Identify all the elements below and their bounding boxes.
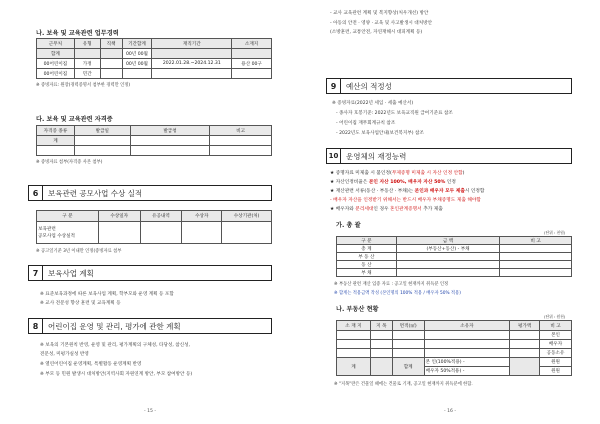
realestate-cell <box>337 331 371 340</box>
license-header: 자격증 종류 <box>37 126 75 136</box>
license-table <box>36 125 272 156</box>
page-number: - 15 - <box>143 409 157 414</box>
realestate-total-sub: 합계 <box>392 358 424 376</box>
section-number: 10 <box>327 149 341 163</box>
career-header: 기간합계 <box>122 39 152 49</box>
realestate-header: 지 목 <box>370 321 392 331</box>
summary-cell: 부 채 <box>337 269 397 277</box>
realestate-cell <box>392 340 424 349</box>
requirement-highlight: 분리세대 <box>355 207 374 212</box>
summary-cell <box>500 245 572 253</box>
bullet-item: ※ 보육의 기본원칙 반영, 운영 및 관리, 평가계획의 구체성, 타당성, 참신성, <box>40 343 191 348</box>
bullet-item: - 2022년도 보육사업안내(보건복지부) 참조 <box>336 131 424 136</box>
license-header: 비고 <box>210 126 272 136</box>
award-cell <box>98 222 140 244</box>
award-note: ※ 공고일기준 3년 이내만 인정(증빙자료 첨부 <box>36 249 122 254</box>
career-table <box>36 38 272 79</box>
summary-cell <box>500 253 572 261</box>
career-cell: 00어린이집 <box>37 59 75 69</box>
table-row <box>337 358 572 367</box>
realestate-table <box>336 320 572 376</box>
requirement-highlight: 혼인관계증명서 <box>390 207 422 212</box>
table-row <box>337 349 572 358</box>
license-header: 발급청 <box>130 126 210 136</box>
summary-header: 비 고 <box>500 237 572 245</box>
realestate-cell <box>337 340 371 349</box>
section-number: 9 <box>327 79 341 93</box>
realestate-cell <box>510 331 540 340</box>
career-cell <box>232 69 272 79</box>
section-label: 어린이집 운영 및 관리, 평가에 관한 계획 <box>48 322 181 331</box>
license-cell <box>210 146 272 156</box>
career-total-cell <box>152 49 232 59</box>
career-cell <box>152 69 232 79</box>
summary-note-text: ※ 합계는 적용금액 작성 (본인명의 100% 적용 / 배우자 50% 적용) <box>334 291 461 296</box>
realestate-cell <box>424 349 510 358</box>
summary-cell <box>396 261 500 269</box>
award-cell <box>222 222 272 244</box>
career-cell: 00어린이집 <box>37 69 75 79</box>
bullet-item: - 어린이집 재무회계규칙 참조 <box>336 121 396 126</box>
award-cell <box>140 222 182 244</box>
table-row <box>37 59 272 69</box>
realestate-header: 비 고 <box>540 321 572 331</box>
award-header: 수상자 <box>182 211 222 222</box>
career-cell <box>122 69 152 79</box>
requirement-line: - 배우자 자산을 인정받기 위해서는 반드시 배우자 부채증명도 제출 해야함 <box>330 198 481 203</box>
career-header: 근무처 <box>37 39 75 49</box>
requirement-text: ★ 증명자료 미제출 시 불인정( <box>330 171 392 176</box>
license-section-title: 다. 보육 및 교육관련 자격증 <box>36 116 113 123</box>
table-row <box>337 245 572 253</box>
requirement-line <box>330 170 465 176</box>
bullet-item: ※ 증빙자료(2022년 세입 · 세출 예산서) <box>332 101 414 106</box>
realestate-total-cell <box>370 358 392 376</box>
career-cell <box>100 69 122 79</box>
requirement-text: 추가 제출 <box>421 207 443 212</box>
realestate-note: 배우자 <box>540 340 572 349</box>
realestate-total-right: 원원 <box>540 358 572 367</box>
unit-label: (단위 : 천원) <box>544 230 566 235</box>
table-row <box>37 222 272 244</box>
summary-section-title: 가. 총 괄 <box>336 222 361 229</box>
realestate-note: 공동소유 <box>540 349 572 358</box>
section-box-8 <box>28 318 272 334</box>
career-cell: 00년 00월 <box>122 59 152 69</box>
summary-header: 구 분 <box>337 237 397 245</box>
section-box-9 <box>326 78 572 94</box>
table-row <box>337 261 572 269</box>
realestate-cell <box>510 340 540 349</box>
table-row <box>337 340 572 349</box>
realestate-total-label: 계 <box>337 358 371 376</box>
section-number: 8 <box>29 319 43 333</box>
summary-note <box>334 290 461 296</box>
license-note: ※ 증빙자료 첨부(자격증 사본 첨부) <box>36 160 103 165</box>
requirement-highlight: 본인과 배우자 모두 제출 <box>414 189 465 194</box>
realestate-total-row: 본 인(100%적용) - <box>424 358 510 367</box>
requirement-text: ) <box>462 171 465 176</box>
license-cell <box>130 136 210 146</box>
summary-cell <box>500 261 572 269</box>
requirement-text: ★ 배우자와 <box>330 207 356 212</box>
requirement-text: 시 인정함 <box>464 189 485 194</box>
summary-cell: 총 계 <box>337 245 397 253</box>
award-row-label <box>37 222 99 244</box>
summary-cell: (부동산+동산) - 부채 <box>396 245 500 253</box>
summary-cell: 동 산 <box>337 261 397 269</box>
requirement-highlight: 무제증명 미제출 시 자산 인정 안함 <box>391 171 463 176</box>
career-cell: 가정 <box>74 59 100 69</box>
summary-cell: 부 동 산 <box>337 253 397 261</box>
realestate-note: 본인 <box>540 331 572 340</box>
realestate-cell <box>392 349 424 358</box>
section-label: 보육관련 공모사업 수상 실적 <box>48 189 143 198</box>
requirement-text: ★ 자산인정비율은 <box>330 180 369 185</box>
requirement-text: 인정 <box>445 180 456 185</box>
license-header: 발급일 <box>74 126 130 136</box>
license-cell <box>74 146 130 156</box>
requirement-line <box>330 179 456 185</box>
table-row <box>337 331 572 340</box>
bullet-item: ※ 열린어린이집 운영계획, 특별활동 운영계획 반영 <box>40 362 142 367</box>
bullet-item: 전문성, 미평가실성 반영 <box>40 352 89 357</box>
career-total-cell <box>232 49 272 59</box>
table-row <box>337 253 572 261</box>
career-cell: 용산 00구 <box>232 59 272 69</box>
summary-cell <box>396 253 500 261</box>
section-label: 예산의 적정성 <box>346 82 392 91</box>
realestate-total-cell <box>510 358 540 376</box>
summary-cell <box>396 269 500 277</box>
award-header: 수상기관(처) <box>222 211 272 222</box>
award-cell <box>182 222 222 244</box>
section-label: 운영체의 재정능력 <box>346 152 407 161</box>
table-row <box>337 269 572 277</box>
summary-cell <box>500 269 572 277</box>
section-number: 6 <box>29 186 43 200</box>
realestate-total-row: 배우자 50%적용) - <box>424 367 510 376</box>
section-label: 보육사업 계획 <box>48 269 94 278</box>
realestate-header: 소 재 지 <box>337 321 371 331</box>
requirement-text: ★ 재산관련 서류(동산 · 부동산 · 부채)는 <box>330 189 415 194</box>
realestate-note-line: ※ "지목"란은 건물일 때에는 건물로 기재, 공고일 현재까지 취득분에 한함. <box>334 382 473 387</box>
realestate-cell <box>370 331 392 340</box>
career-header: 소재지 <box>232 39 272 49</box>
award-header: 구 분 <box>37 211 99 222</box>
requirement-text: 인 경우 <box>373 207 390 212</box>
career-total-cell: 합계 <box>37 49 75 59</box>
realestate-cell <box>370 340 392 349</box>
bullet-item: ※ 표준보육과정에 따른 보육사업 계획, 학부모와 운영 계획 등 포함 <box>40 292 174 297</box>
section-box-7 <box>28 265 272 281</box>
requirement-highlight: 본인 자산 100%, 배우자 자산 50% <box>368 180 446 185</box>
realestate-cell <box>510 349 540 358</box>
career-total-cell: 00년 00월 <box>122 49 152 59</box>
career-note: ※ 증빙자료: 원장(경력증명서 첨부한 경력만 인정) <box>36 83 131 88</box>
right-page <box>300 0 600 424</box>
license-cell <box>130 146 210 156</box>
bullet-item: ※ 부모 등 민원 발생시 대처방안(지역사회 자원연계 방안, 부모 참여방안 등) <box>40 372 193 377</box>
award-header: 수상일자 <box>98 211 140 222</box>
career-section-title: 나. 보육 및 교육관련 업무경력 <box>36 30 119 37</box>
award-header: 유공내역 <box>140 211 182 222</box>
section-number: 7 <box>29 266 43 280</box>
realestate-total-right: 원원 <box>540 367 572 376</box>
realestate-section-title: 나. 부동산 현황 <box>336 306 379 313</box>
license-cell: 계 <box>37 136 75 146</box>
award-table <box>36 210 272 244</box>
realestate-header: 소유자 <box>424 321 510 331</box>
career-header: 재직기간 <box>152 39 232 49</box>
career-header: 직책 <box>100 39 122 49</box>
summary-note <box>334 281 448 287</box>
license-cell <box>210 136 272 146</box>
realestate-header: 면적(㎡) <box>392 321 424 331</box>
bullet-item: - 아동의 안전 · 영양 · 교육 및 사고발생시 대처방안 <box>330 21 433 26</box>
summary-header: 금 액 <box>396 237 500 245</box>
career-cell: 2022.01.28.~2024.12.31 <box>152 59 232 69</box>
career-header: 유형 <box>74 39 100 49</box>
bullet-item: - 종사자 호봉기준: 2022년도 보육교직원 급여기준표 참조 <box>336 111 453 116</box>
realestate-cell <box>370 349 392 358</box>
summary-note-text: ※ 부동산 관련 재산 입증 자료 : 공고일 현재까지 취득분 인정 <box>334 282 449 287</box>
realestate-cell <box>424 331 510 340</box>
realestate-cell <box>337 349 371 358</box>
license-cell <box>74 136 130 146</box>
summary-table <box>336 236 572 277</box>
award-row-label-line: 보육관련 <box>38 226 56 232</box>
bullet-item: (소방훈련, 교통안전, 자연재해시 대피계획 등) <box>330 30 423 35</box>
requirement-line <box>330 206 443 212</box>
requirement-line <box>330 188 484 194</box>
realestate-header: 평가액 <box>510 321 540 331</box>
unit-label: (단위 : 원천) <box>544 314 566 319</box>
career-cell <box>100 59 122 69</box>
realestate-cell <box>424 340 510 349</box>
bullet-item: - 교사 교육관련 계획 및 복지향상(처우개선) 방안 <box>330 11 429 16</box>
page-number: - 16 - <box>443 409 457 414</box>
award-row-label-line: 공모사업 수상실적 <box>38 233 75 239</box>
career-total-cell <box>74 49 100 59</box>
section-box-10 <box>326 148 572 164</box>
table-row <box>37 146 272 156</box>
bullet-item: ※ 교사 전문성 향상 훈련 및 교육계획 등 <box>40 301 121 306</box>
career-cell: 민간 <box>74 69 100 79</box>
realestate-cell <box>392 331 424 340</box>
career-total-cell <box>100 49 122 59</box>
section-box-6 <box>28 185 272 201</box>
license-cell <box>37 146 75 156</box>
table-row <box>37 136 272 146</box>
table-row <box>37 69 272 79</box>
